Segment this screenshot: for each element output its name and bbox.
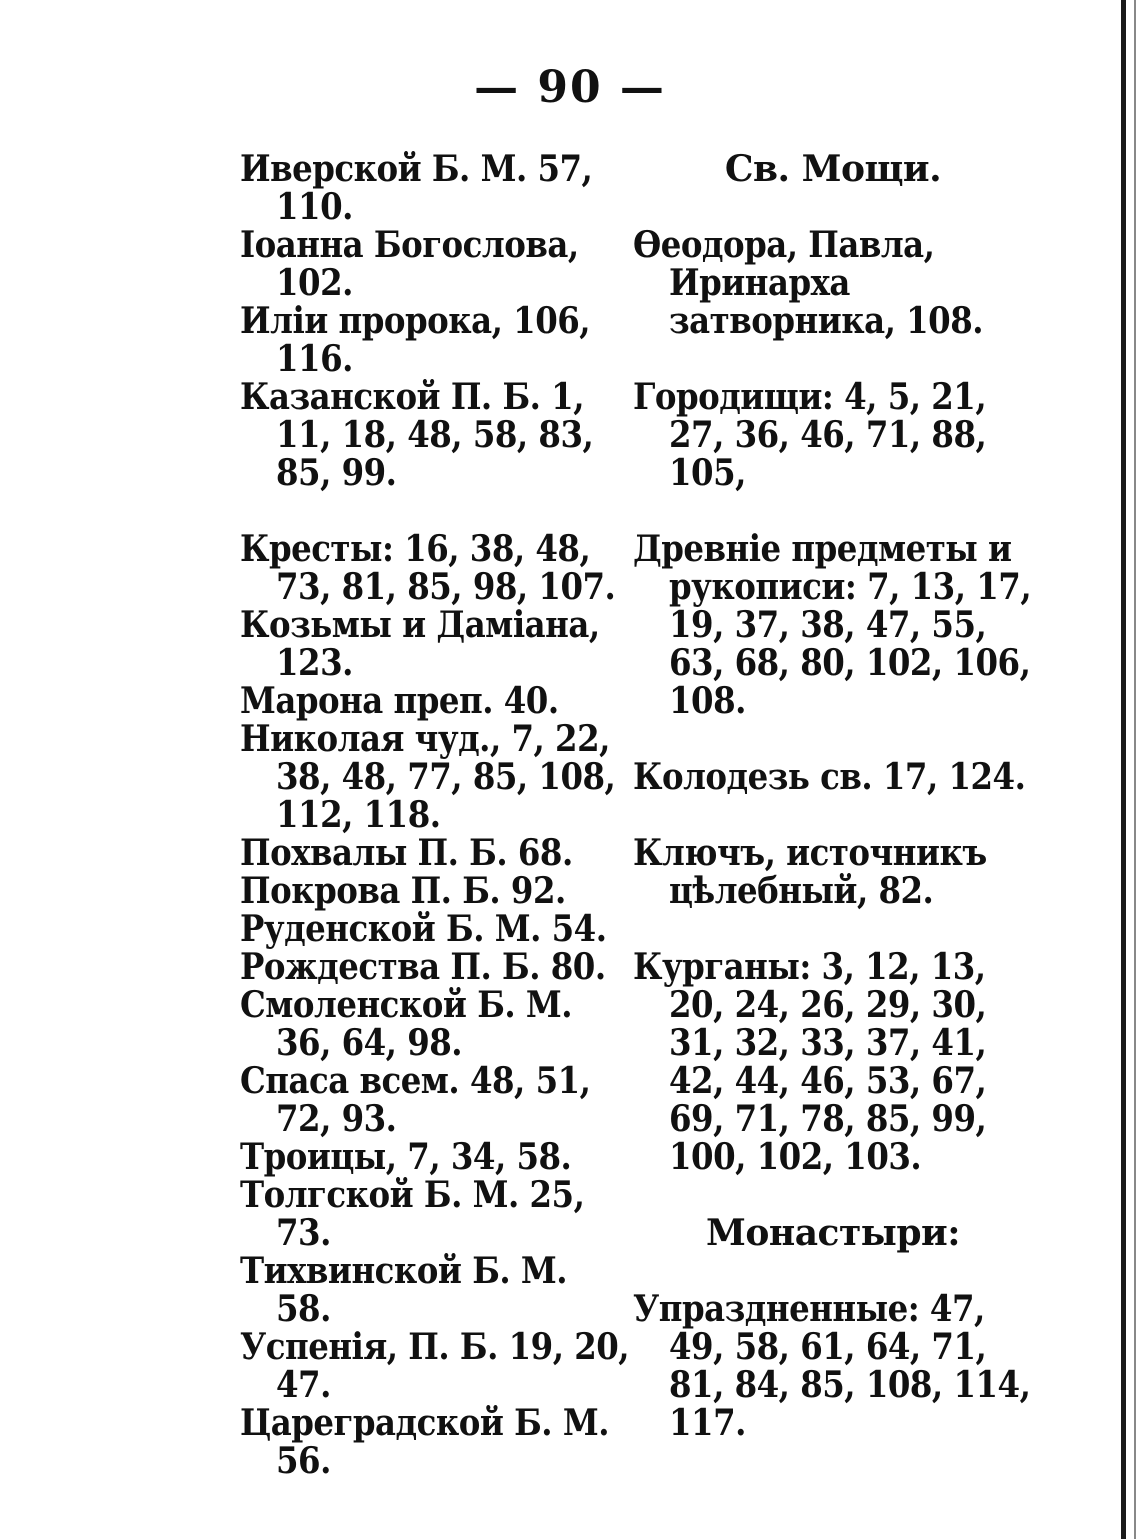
spacer [633, 796, 1033, 834]
index-entry: Иверской Б. М. 57, 110. [240, 148, 593, 228]
page-edge-line [1134, 0, 1136, 1539]
spacer [633, 492, 1033, 530]
index-entry: Смоленской Б. М. 36, 64, 98. [240, 984, 573, 1064]
index-entry: Іоанна Богослова, 102. [240, 224, 579, 304]
index-entry: Спаса всем. 48, 51, 72, 93. [240, 1060, 591, 1140]
left-column [240, 150, 630, 1480]
index-entry: Руденской Б. М. 54. [240, 908, 607, 950]
index-entry: Похвалы П. Б. 68. [240, 832, 573, 874]
index-entry-gorodishcha: Городищи: 4, 5, 21, 27, 36, 46, 71, 88, 105, [633, 376, 987, 494]
index-entry: Успенія, П. Б. 19, 20, 47. [240, 1326, 630, 1406]
spacer [633, 910, 1033, 948]
index-entry: Покрова П. Б. 92. [240, 870, 566, 912]
section-heading-relics: Св. Мощи. [724, 148, 942, 190]
index-entry: Марона преп. 40. [240, 680, 559, 722]
index-entry-relics: Өеодора, Павла, Иринарха затворника, 108. [633, 224, 984, 342]
index-entry: Николая чуд., 7, 22, 38, 48, 77, 85, 108, 112, 118. [240, 718, 616, 836]
index-entry: Толгской Б. М. 25, 73. [240, 1174, 585, 1254]
index-entry-spring: Ключъ, источникъ цѣлебный, 82. [633, 832, 987, 912]
index-entry-kurgans: Курганы: 3, 12, 13, 20, 24, 26, 29, 30, 31, 32, 33, 37, 41, 42, 44, 46, 53, 67, 69, 71, 78, 85, 99, 100, 102, 103. [633, 946, 987, 1178]
section-heading-monasteries: Монастыри: [705, 1212, 960, 1254]
spacer [633, 720, 1033, 758]
spacer [633, 1176, 1033, 1214]
right-column [633, 150, 1033, 1442]
index-entry: Иліи пророка, 106, 116. [240, 300, 591, 380]
spacer [633, 1252, 1033, 1290]
index-entry: Козьмы и Даміана, 123. [240, 604, 600, 684]
index-entry-abolished: Упраздненные: 47, 49, 58, 61, 64, 71, 81, 84, 85, 108, 114, 117. [633, 1288, 1031, 1444]
index-entry: Рождества П. Б. 80. [240, 946, 606, 988]
index-entry: Кресты: 16, 38, 48, 73, 81, 85, 98, 107. [240, 528, 616, 608]
page-edge-shadow [1121, 0, 1126, 1539]
spacer [633, 188, 1033, 226]
index-entry: Цареградской Б. М. 56. [240, 1402, 609, 1482]
spacer [633, 340, 1033, 378]
index-entry-well: Колодезь св. 17, 124. [633, 756, 1026, 798]
spacer [240, 492, 630, 530]
index-entry: Тихвинской Б. М. 58. [240, 1250, 568, 1330]
index-entry-antiquities: Древніе предметы и рукописи: 7, 13, 17, 19, 37, 38, 47, 55, 63, 68, 80, 102, 106, 108. [633, 528, 1032, 722]
index-entry: Троицы, 7, 34, 58. [240, 1136, 572, 1178]
page-number: — 90 — [474, 62, 666, 113]
index-entry: Казанской П. Б. 1, 11, 18, 48, 58, 83, 85, 99. [240, 376, 594, 494]
